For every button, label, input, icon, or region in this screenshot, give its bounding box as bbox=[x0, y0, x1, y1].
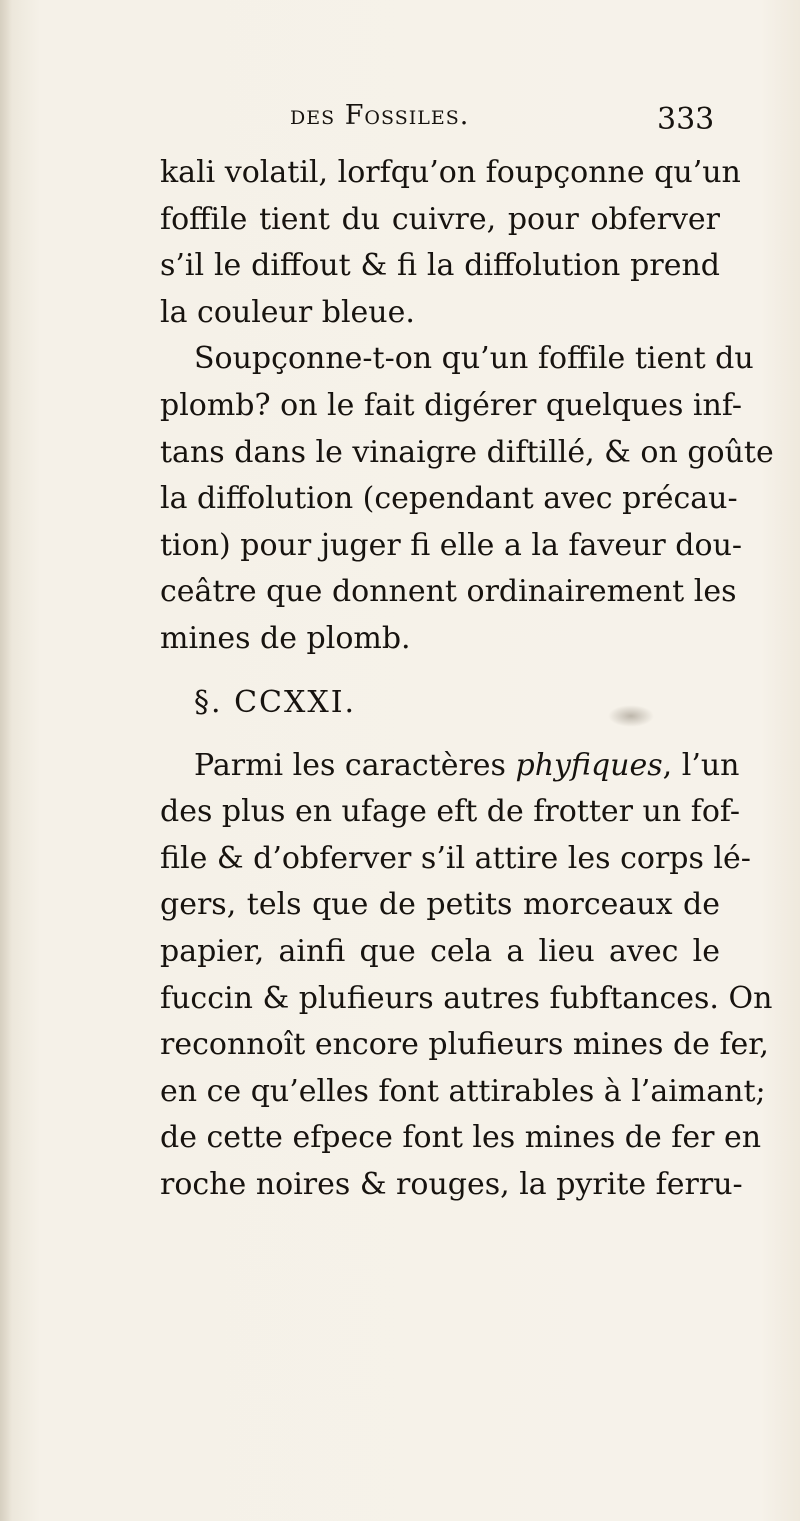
text-line: s’il le diffout & fi la diffolution prend bbox=[160, 248, 720, 284]
text-fragment: , l’un bbox=[662, 747, 740, 783]
text-line: reconnoît encore plufieurs mines de fer, bbox=[160, 1027, 769, 1063]
text-line: fuccin & plufieurs autres fubftances. On bbox=[160, 980, 773, 1016]
text-line bbox=[160, 743, 740, 790]
page-number: 333 bbox=[657, 102, 715, 137]
text-fragment: Parmi les caractères bbox=[194, 747, 516, 783]
section-heading: §. CCXXI. bbox=[194, 684, 357, 720]
text-line: papier, ainfi que cela a lieu avec le bbox=[160, 933, 720, 969]
text-line: roche noires & rouges, la pyrite ferru- bbox=[160, 1166, 743, 1202]
text-line: ceâtre que donnent ordinairement les bbox=[160, 574, 737, 610]
text-line: de cette efpece font les mines de fer en bbox=[160, 1120, 762, 1156]
text-line: la couleur bleue. bbox=[160, 294, 415, 330]
text-line: foffile tient du cuivre, pour obferver bbox=[160, 201, 720, 237]
text-line: file & d’obferver s’il attire les corps lé- bbox=[160, 840, 751, 876]
text-line: tans dans le vinaigre diftillé, & on goûte bbox=[160, 434, 774, 470]
page-header bbox=[0, 100, 800, 144]
text-line: la diffolution (cependant avec précau- bbox=[160, 481, 738, 517]
text-line: plomb? on le fait digérer quelques inf- bbox=[160, 387, 743, 423]
text-line: des plus en ufage eft de frotter un fof- bbox=[160, 794, 741, 830]
text-line: tion) pour juger fi elle a la faveur dou- bbox=[160, 527, 743, 563]
text-line: Soupçonne-t-on qu’un foffile tient du bbox=[194, 341, 754, 377]
running-head: des Fossiles. bbox=[290, 100, 470, 131]
text-line: en ce qu’elles font attirables à l’aimant; bbox=[160, 1073, 766, 1109]
italic-term: phyfiques bbox=[515, 747, 663, 783]
text-line: mines de plomb. bbox=[160, 620, 411, 656]
page-gutter-shadow bbox=[0, 0, 12, 1521]
body-text bbox=[160, 150, 774, 1208]
text-line: gers, tels que de petits morceaux de bbox=[160, 887, 720, 923]
text-line: kali volatil, lorfqu’on foupçonne qu’un bbox=[160, 155, 741, 190]
